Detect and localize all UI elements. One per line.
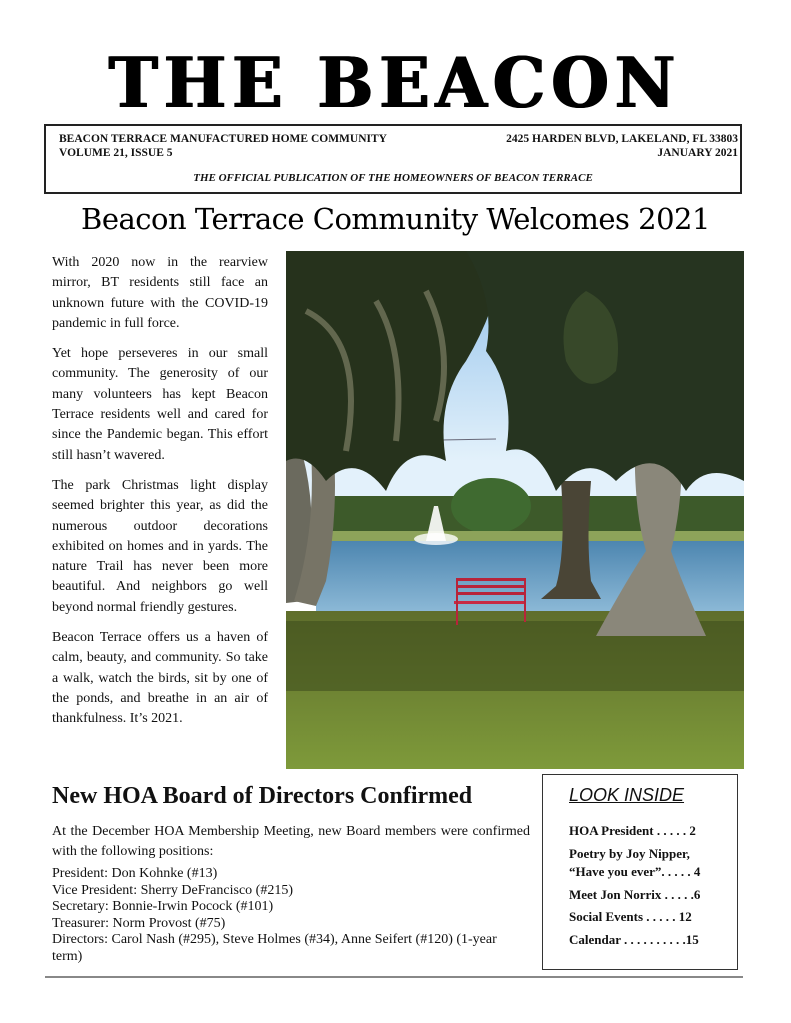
address: 2425 HARDEN BLVD, LAKELAND, FL 33803 [506, 133, 738, 145]
far-tree [451, 478, 531, 534]
board-position: President: Don Kohnke (#13) [52, 866, 218, 881]
park-pond-photo [286, 251, 744, 769]
hoa-headline: New HOA Board of Directors Confirmed [52, 783, 473, 809]
bottom-rule [45, 976, 743, 978]
masthead-title: THE BEACON [108, 42, 682, 124]
toc-item[interactable]: Meet Jon Norrix . . . . .6 [569, 887, 701, 902]
board-position: Secretary: Bonnie-Irwin Pocock (#101) [52, 899, 274, 914]
toc-item[interactable]: “Have you ever”. . . . . 4 [569, 864, 701, 879]
look-inside-box [542, 774, 738, 970]
fountain-spray [414, 533, 458, 545]
toc-item[interactable]: HOA President . . . . . 2 [569, 823, 696, 838]
issue-date: JANUARY 2021 [657, 147, 738, 159]
toc-item[interactable]: Calendar . . . . . . . . . .15 [569, 932, 699, 947]
toc-item[interactable]: Social Events . . . . . 12 [569, 909, 692, 924]
lead-paragraph: With 2020 now in the rearview mirror, BT residents still face an unknown future with the COVID-19 pandemic in full force. [52, 255, 268, 331]
volume-issue: VOLUME 21, ISSUE 5 [59, 147, 173, 159]
lead-story-body [52, 253, 268, 740]
toc-item[interactable]: Poetry by Joy Nipper, [569, 846, 690, 861]
look-inside-title: LOOK INSIDE [569, 785, 685, 805]
board-positions-list [52, 866, 530, 965]
board-position: Vice President: Sherry DeFrancisco (#215) [52, 882, 293, 898]
hoa-intro: At the December HOA Membership Meeting, new Board members were confirmed with the following positions: [52, 824, 530, 859]
lead-paragraph: Beacon Terrace offers us a haven of calm, beauty, and community. So take a walk, watch the birds, sit by one of the ponds, and breathe in an air of thankfulness. It’s 2021. [52, 630, 268, 727]
lead-paragraph: Yet hope perseveres in our small community. The generosity of our many volunteers has kept Beacon Terrace residents well and cared for since the Pandemic began. This effort still hasn’t wavered. [52, 346, 268, 463]
lead-paragraph: The park Christmas light display seemed brighter this year, as did the numerous outdoor decorations exhibited on homes and in yards. The nature Trail has never been more beautiful. And neighbors go well beyond normal friendly gestures. [52, 477, 268, 615]
board-position: Treasurer: Norm Provost (#75) [52, 915, 226, 931]
far-trees [326, 496, 744, 536]
board-position: Directors: Carol Nash (#295), Steve Holmes (#34), Anne Seifert (#120) (1-year term) [52, 932, 497, 964]
photo-illustration [286, 251, 744, 769]
masthead-info-box [44, 124, 742, 194]
tagline: THE OFFICIAL PUBLICATION OF THE HOMEOWNERS OF BEACON TERRACE [193, 172, 593, 184]
lead-headline: Beacon Terrace Community Welcomes 2021 [81, 202, 710, 236]
community-name: BEACON TERRACE MANUFACTURED HOME COMMUNITY [59, 133, 387, 145]
